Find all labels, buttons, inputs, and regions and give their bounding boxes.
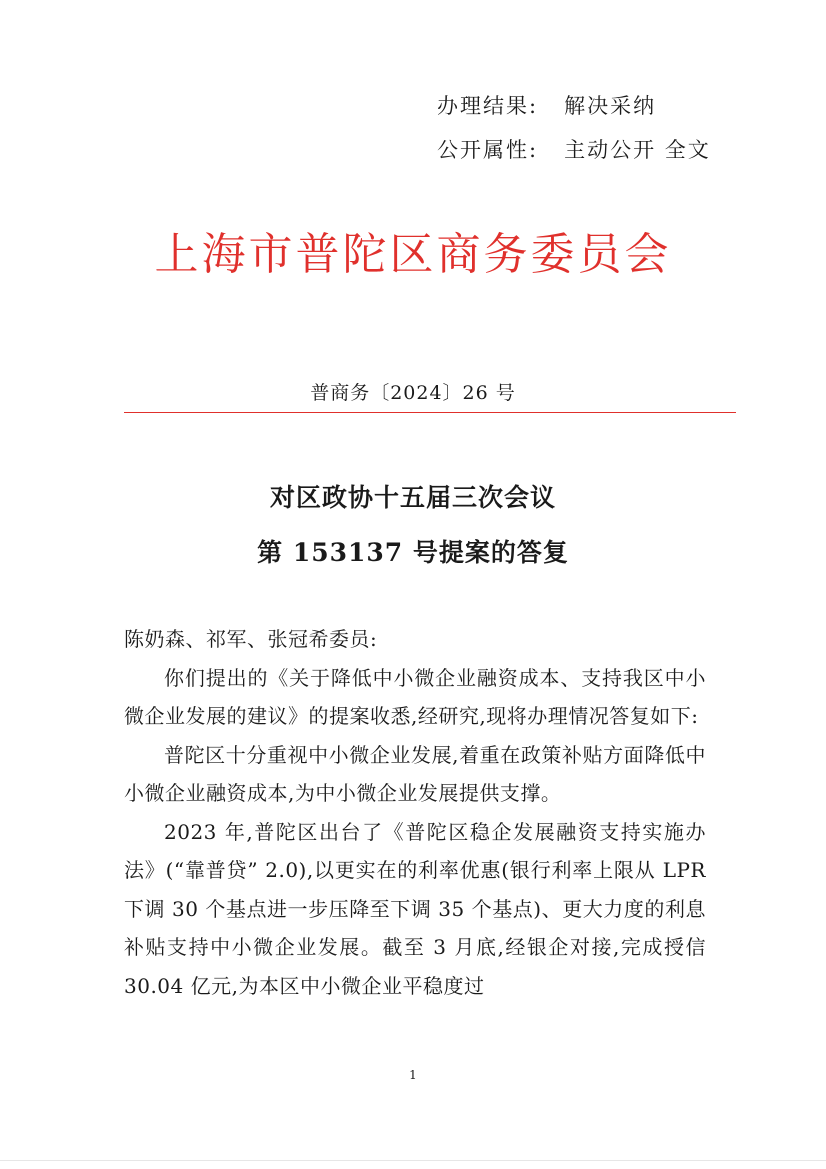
disclosure-attribute-label: 公开属性: — [437, 138, 539, 162]
issuing-authority-heading: 上海市普陀区商务委员会 — [154, 229, 672, 280]
document-number: 普商务〔2024〕26 号 — [310, 382, 516, 404]
handling-result-line — [437, 90, 656, 120]
salutation: 陈奶森、祁军、张冠希委员: — [124, 627, 378, 651]
page-bottom-edge — [0, 1160, 826, 1161]
page-number: 1 — [409, 1068, 417, 1082]
document-title-line-1: 对区政协十五届三次会议 — [269, 483, 556, 512]
body-paragraph: 2023 年,普陀区出台了《普陀区稳企发展融资支持实施办法》(“靠普贷” 2.0),以更实在的利率优惠(银行利率上限从 LPR 下调 30 个基点进一步压降至下调 35 个基点)、更大力度的利息补贴支持中小微企业发展。截至 3 月底,经银企对接,完成授信 30.04 亿元,为本区中小微企业平稳度过 — [124, 819, 706, 998]
handling-result-value: 解决采纳 — [564, 94, 657, 118]
body-paragraph: 你们提出的《关于降低中小微企业融资成本、支持我区中小微企业发展的建议》的提案收悉,经研究,现将办理情况答复如下: — [124, 665, 706, 728]
red-divider — [124, 412, 736, 413]
document-title-line-2: 第 153137 号提案的答复 — [257, 538, 569, 567]
handling-result-label: 办理结果: — [437, 94, 539, 118]
disclosure-attribute-line — [437, 134, 711, 164]
body-paragraph: 普陀区十分重视中小微企业发展,着重在政策补贴方面降低中小微企业融资成本,为中小微企业发展提供支撑。 — [124, 742, 706, 805]
disclosure-attribute-value: 主动公开 全文 — [564, 138, 711, 162]
document-body — [124, 620, 706, 1005]
